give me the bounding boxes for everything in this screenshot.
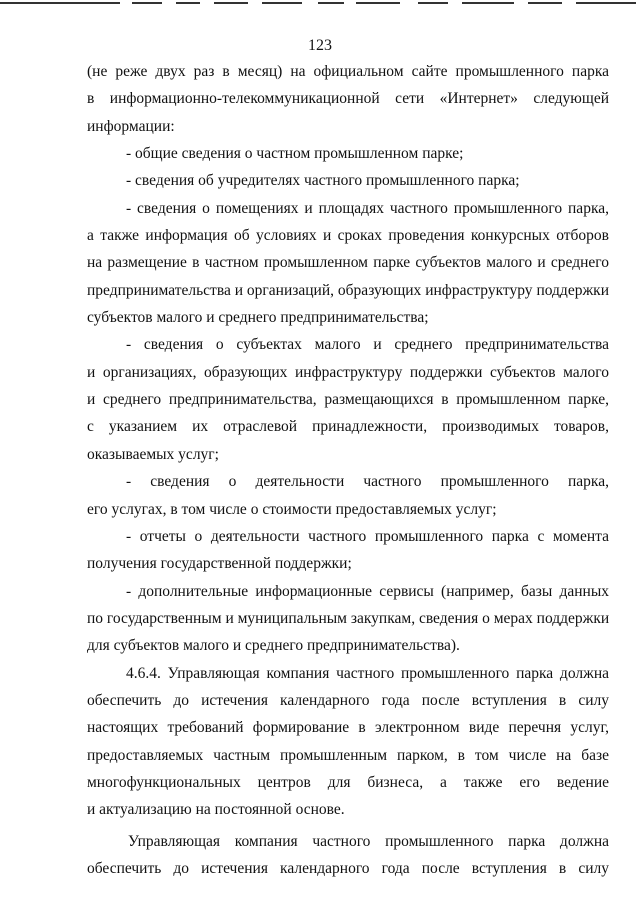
text-line: по государственным и муниципальным закупкам, сведения о мерах поддержки <box>87 609 609 627</box>
text-line: информации: <box>87 117 175 135</box>
list-item-general-info <box>87 140 609 167</box>
text-line: 4.6.4. Управляющая компания частного промышленного парка должна <box>126 664 609 682</box>
text-line: с указанием их отраслевой принадлежности, производимых товаров, <box>87 418 609 436</box>
list-item-founders <box>87 167 609 194</box>
intro-paragraph <box>87 58 609 140</box>
list-item-activity <box>87 468 609 523</box>
text-line: в информационно-телекоммуникационной сети «Интернет» следующей <box>87 90 609 108</box>
text-line: - отчеты о деятельности частного промышленного парка с момента <box>126 527 609 545</box>
text-line: предпринимательства и организаций, образующих инфраструктуру поддержки <box>87 281 609 299</box>
list-item-services <box>87 578 609 660</box>
text-line: настоящих требований формирование в электронном виде перечня услуг, <box>87 719 609 737</box>
text-line: - дополнительные информационные сервисы (например, базы данных <box>126 582 609 600</box>
text-line: получения государственной поддержки; <box>87 555 352 573</box>
text-line: - сведения о субъектах малого и среднего предпринимательства <box>126 336 609 354</box>
text-line: а также информация об условиях и сроках проведения конкурсных отборов <box>87 227 609 245</box>
text-line: его услугах, в том числе о стоимости предоставляемых услуг; <box>87 500 497 518</box>
list-item-reports <box>87 523 609 578</box>
page-number: 123 <box>308 37 332 54</box>
text-line: предоставляемых частным промышленным парком, в том числе на базе <box>87 746 609 764</box>
text-line: обеспечить до истечения календарного года после вступления в силу <box>87 691 609 709</box>
list-item-premises <box>87 195 609 332</box>
scan-edge-line <box>0 0 640 7</box>
text-line: оказываемых услуг; <box>87 445 219 463</box>
text-line: для субъектов малого и среднего предпринимательства). <box>87 637 460 655</box>
text-line: - сведения об учредителях частного промышленного парка; <box>126 172 520 190</box>
text-line: многофункциональных центров для бизнеса, а также его ведение <box>87 773 609 791</box>
text-line: и среднего предпринимательства, размещающихся в промышленном парке, <box>87 391 609 409</box>
closing-paragraph <box>87 828 609 883</box>
text-line: - общие сведения о частном промышленном парке; <box>126 145 464 163</box>
list-item-residents <box>87 331 609 468</box>
text-line: обеспечить до истечения календарного года после вступления в силу <box>87 859 609 877</box>
text-line: на размещение в частном промышленном парке субъектов малого и среднего <box>87 254 609 272</box>
text-line: и актуализацию на постоянной основе. <box>87 801 345 819</box>
text-line: субъектов малого и среднего предпринимательства; <box>87 309 429 327</box>
text-line: - сведения о помещениях и площадях частного промышленного парка, <box>126 199 609 217</box>
section-4-6-4 <box>87 660 609 824</box>
text-line: - сведения о деятельности частного промышленного парка, <box>126 473 609 491</box>
document-body <box>87 58 609 882</box>
text-line: (не реже двух раз в месяц) на официальном сайте промышленного парка <box>87 63 609 80</box>
text-line: Управляющая компания частного промышленного парка должна <box>128 832 609 850</box>
text-line: и организациях, образующих инфраструктуру поддержки субъектов малого <box>87 363 609 381</box>
